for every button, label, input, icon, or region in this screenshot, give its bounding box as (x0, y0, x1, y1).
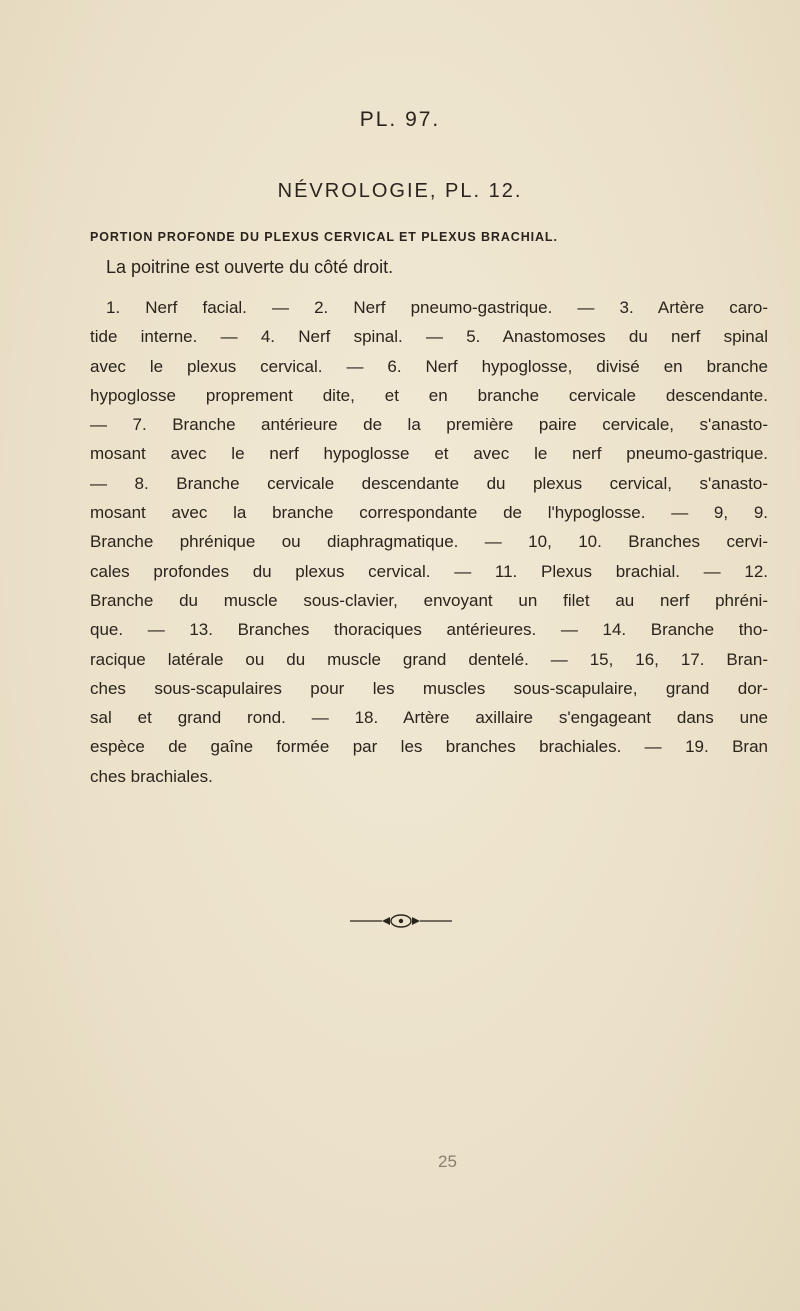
legend-line: 1. Nerf facial. — 2. Nerf pneumo-gastrique. — 3. Artère caro- (106, 298, 768, 317)
lead-sentence: La poitrine est ouverte du côté droit. (106, 257, 394, 277)
legend-line: espèce de gaîne formée par les branches brachiales. — 19. Bran (90, 737, 768, 757)
legend-line: que. — 13. Branches thoraciques antérieures. — 14. Branche tho- (90, 620, 768, 640)
legend-line: mosant avec la branche correspondante de l'hypoglosse. — 9, 9. (90, 503, 768, 523)
legend-line: Branche du muscle sous-clavier, envoyant un filet au nerf phréni- (90, 590, 768, 610)
legend-line: mosant avec le nerf hypoglosse et avec le nerf pneumo-gastrique. (90, 444, 768, 464)
legend-line: — 8. Branche cervicale descendante du plexus cervical, s'anasto- (90, 473, 768, 493)
heading: PORTION PROFONDE DU PLEXUS CERVICAL ET PLEXUS BRACHIAL. (90, 230, 558, 244)
section-title: NÉVROLOGIE, PL. 12. (277, 180, 523, 202)
legend-line: sal et grand rond. — 18. Artère axillaire s'engageant dans une (90, 708, 768, 728)
page-number: 25 (438, 1152, 457, 1171)
plate-number: PL. 97. (359, 108, 441, 131)
legend-line: ches brachiales. (90, 766, 213, 786)
legend-line: tide interne. — 4. Nerf spinal. — 5. Anastomoses du nerf spinal (90, 327, 768, 347)
legend-text (90, 293, 768, 791)
legend-line: ches sous-scapulaires pour les muscles sous-scapulaire, grand dor- (90, 678, 768, 698)
legend-line: avec le plexus cervical. — 6. Nerf hypoglosse, divisé en branche (90, 356, 768, 376)
legend-line: Branche phrénique ou diaphragmatique. — 10, 10. Branches cervi- (90, 532, 768, 552)
legend-line: hypoglosse proprement dite, et en branche cervicale descendante. (90, 385, 768, 405)
legend-line: — 7. Branche antérieure de la première paire cervicale, s'anasto- (90, 415, 768, 435)
legend-line: cales profondes du plexus cervical. — 11. Plexus brachial. — 12. (90, 561, 768, 581)
legend-line: racique latérale ou du muscle grand dentelé. — 15, 16, 17. Bran- (90, 649, 768, 669)
ornament-icon (346, 910, 456, 932)
